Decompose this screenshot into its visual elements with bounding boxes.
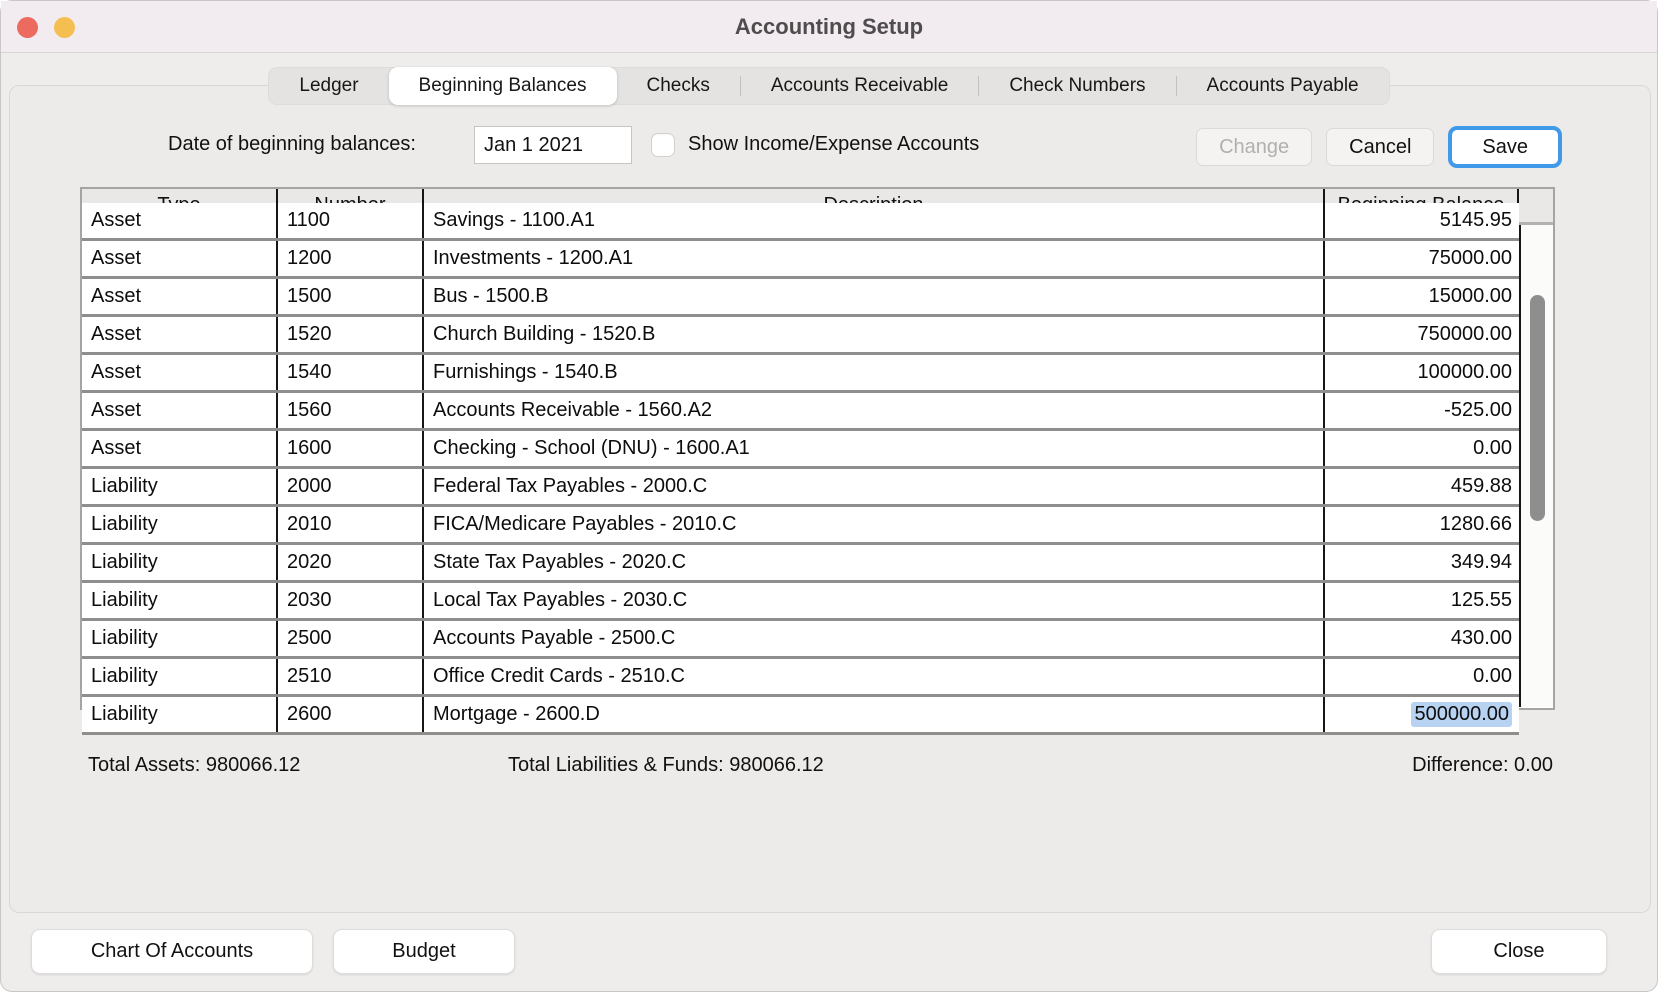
cell-number: 1500 (278, 279, 424, 314)
footer-bar (1, 929, 1657, 975)
cell-type: Asset (82, 393, 278, 428)
cell-type: Liability (82, 469, 278, 504)
tab-strip (1, 67, 1657, 105)
cell-type: Liability (82, 659, 278, 694)
content-panel (9, 85, 1651, 913)
column-header-scroll-gutter (1519, 189, 1553, 222)
controls-row (10, 126, 1650, 166)
cell-number: 2030 (278, 583, 424, 618)
cell-type: Asset (82, 279, 278, 314)
table-row[interactable] (82, 697, 1519, 735)
totals-row (80, 754, 1555, 782)
cell-number: 1100 (278, 203, 424, 238)
cell-balance[interactable]: 750000.00 (1417, 323, 1512, 345)
cell-desc: Local Tax Payables - 2030.C (424, 583, 1325, 618)
cell-type: Asset (82, 431, 278, 466)
cell-desc: Mortgage - 2600.D (424, 697, 1325, 732)
table-row[interactable] (82, 431, 1519, 469)
cell-desc: Checking - School (DNU) - 1600.A1 (424, 431, 1325, 466)
cell-balance[interactable]: 125.55 (1450, 589, 1512, 611)
difference-text: Difference: 0.00 (1412, 754, 1553, 776)
cell-desc: Church Building - 1520.B (424, 317, 1325, 352)
total-assets-text: Total Assets: 980066.12 (88, 754, 301, 776)
table-row[interactable] (82, 241, 1519, 279)
titlebar (1, 1, 1657, 53)
header-buttons (1196, 126, 1562, 168)
cell-type: Liability (82, 697, 278, 732)
cell-type: Liability (82, 545, 278, 580)
show-income-expense-checkbox[interactable] (651, 133, 675, 157)
change-button: Change (1196, 128, 1312, 166)
cell-type: Asset (82, 355, 278, 390)
tab-accounts-payable[interactable]: Accounts Payable (1206, 75, 1359, 96)
cell-desc: Furnishings - 1540.B (424, 355, 1325, 390)
cell-number: 2020 (278, 545, 424, 580)
chart-of-accounts-button[interactable]: Chart Of Accounts (31, 929, 313, 974)
cell-desc: FICA/Medicare Payables - 2010.C (424, 507, 1325, 542)
table-row[interactable] (82, 545, 1519, 583)
cell-desc: Accounts Receivable - 1560.A2 (424, 393, 1325, 428)
table-row[interactable] (82, 621, 1519, 659)
show-income-expense-label: Show Income/Expense Accounts (688, 133, 980, 155)
table-row[interactable] (82, 393, 1519, 431)
cell-balance[interactable]: 5145.95 (1439, 209, 1512, 231)
cell-number: 1520 (278, 317, 424, 352)
cell-balance[interactable]: 0.00 (1473, 665, 1512, 687)
total-liabilities-text: Total Liabilities & Funds: 980066.12 (508, 754, 824, 776)
cell-balance[interactable]: 15000.00 (1428, 285, 1512, 307)
cell-balance[interactable]: 1280.66 (1439, 513, 1512, 535)
tab-check-numbers[interactable]: Check Numbers (1009, 75, 1146, 96)
table-row[interactable] (82, 317, 1519, 355)
cell-number: 1560 (278, 393, 424, 428)
cell-balance[interactable]: 0.00 (1473, 437, 1512, 459)
tab-accounts-receivable[interactable]: Accounts Receivable (770, 75, 949, 96)
table-row[interactable] (82, 469, 1519, 507)
cancel-button[interactable]: Cancel (1326, 128, 1434, 166)
cell-number: 1600 (278, 431, 424, 466)
date-input[interactable] (474, 126, 632, 164)
table-row[interactable] (82, 507, 1519, 545)
cell-number: 2500 (278, 621, 424, 656)
cell-type: Asset (82, 317, 278, 352)
date-of-beginning-balances-label: Date of beginning balances: (168, 133, 416, 155)
cell-desc: Accounts Payable - 2500.C (424, 621, 1325, 656)
cell-number: 1540 (278, 355, 424, 390)
cell-balance[interactable] (1325, 697, 1519, 732)
cell-balance[interactable]: 100000.00 (1417, 361, 1512, 383)
cell-number: 2010 (278, 507, 424, 542)
table-body (82, 209, 1553, 725)
tab-beginning-balances[interactable]: Beginning Balances (389, 67, 617, 105)
cell-desc: Office Credit Cards - 2510.C (424, 659, 1325, 694)
save-button[interactable]: Save (1448, 126, 1562, 168)
table-row[interactable] (82, 659, 1519, 697)
table-row[interactable] (82, 279, 1519, 317)
accounts-table (80, 187, 1555, 725)
cell-desc: State Tax Payables - 2020.C (424, 545, 1325, 580)
cell-balance[interactable]: -525.00 (1444, 399, 1512, 421)
budget-button[interactable]: Budget (333, 929, 515, 974)
cell-desc: Investments - 1200.A1 (424, 241, 1325, 276)
window-title: Accounting Setup (734, 14, 924, 39)
cell-balance[interactable]: 349.94 (1450, 551, 1512, 573)
cell-number: 2000 (278, 469, 424, 504)
table-row[interactable] (82, 355, 1519, 393)
cell-balance[interactable]: 75000.00 (1428, 247, 1512, 269)
cell-desc: Savings - 1100.A1 (424, 203, 1325, 238)
selected-balance-value[interactable]: 500000.00 (1411, 702, 1512, 727)
cell-balance[interactable]: 430.00 (1450, 627, 1512, 649)
cell-type: Liability (82, 583, 278, 618)
cell-type: Liability (82, 507, 278, 542)
tab-checks[interactable]: Checks (646, 75, 710, 96)
scrollbar-thumb[interactable] (1530, 295, 1545, 521)
close-button[interactable]: Close (1431, 929, 1607, 974)
cell-balance[interactable]: 459.88 (1450, 475, 1512, 497)
cell-type: Asset (82, 203, 278, 238)
tab-bar (268, 67, 1389, 105)
cell-desc: Federal Tax Payables - 2000.C (424, 469, 1325, 504)
cell-type: Asset (82, 241, 278, 276)
table-row[interactable] (82, 203, 1519, 241)
cell-number: 2510 (278, 659, 424, 694)
cell-desc: Bus - 1500.B (424, 279, 1325, 314)
table-row[interactable] (82, 583, 1519, 621)
cell-number: 2600 (278, 697, 424, 732)
table-body-rows (82, 209, 1519, 725)
vertical-scrollbar[interactable] (1519, 225, 1553, 707)
tab-ledger[interactable]: Ledger (299, 75, 359, 96)
cell-number: 1200 (278, 241, 424, 276)
cell-type: Liability (82, 621, 278, 656)
